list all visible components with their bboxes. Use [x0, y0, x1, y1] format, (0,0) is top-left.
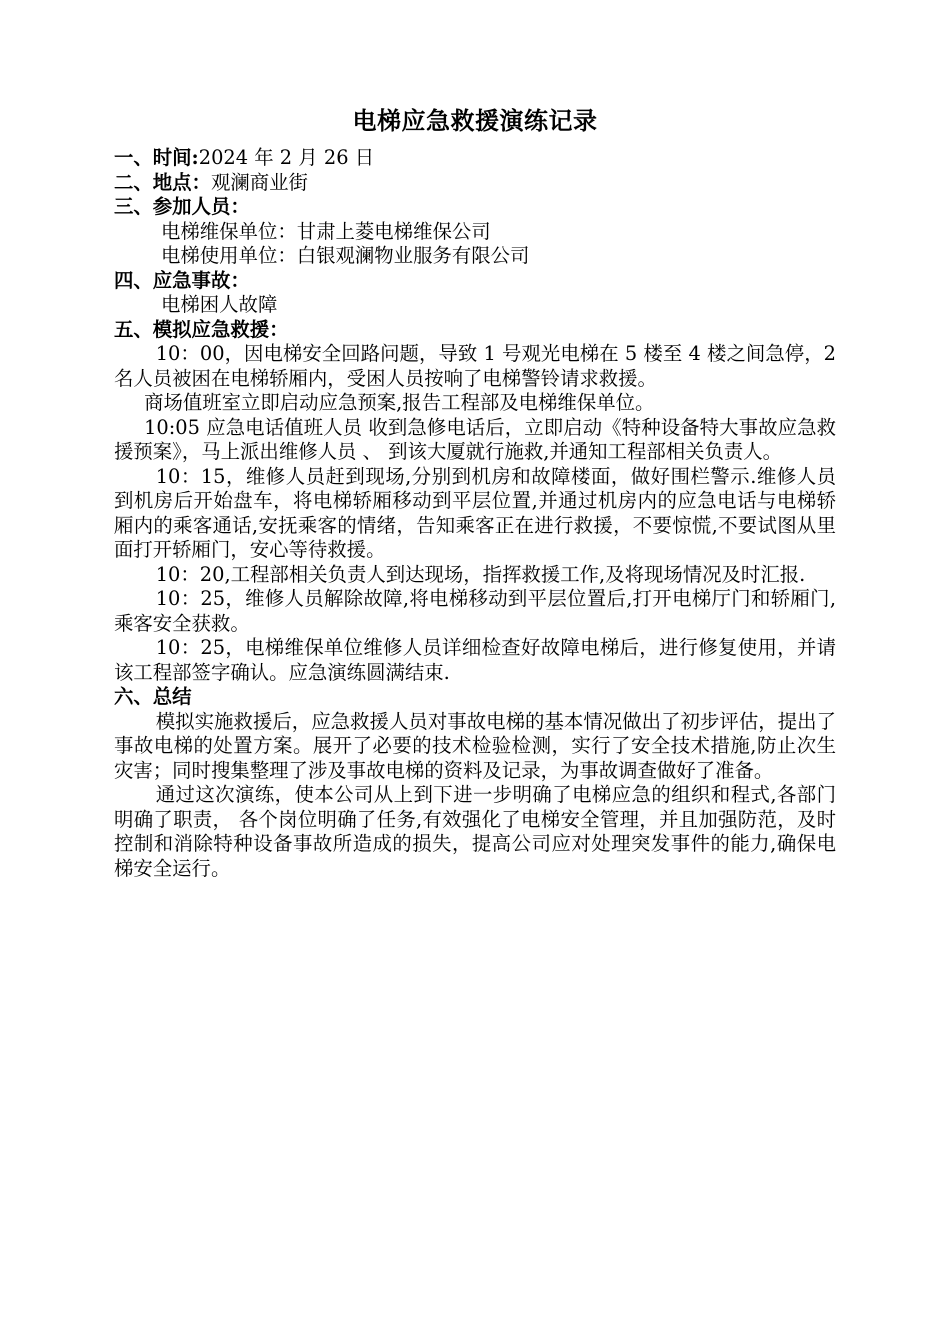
section-rescue-heading: 五、模拟应急救援： [114, 317, 289, 341]
section-location-heading: 二、地点： [114, 170, 211, 194]
rescue-paragraph-1000: 10：00，因电梯安全回路问题，导致 1 号观光电梯在 5 楼至 4 楼之间急停，2 名人员被困在电梯轿厢内，受困人员按响了电梯警铃请求救援。 [114, 342, 836, 390]
section-time-heading: 一、时间: [114, 146, 199, 169]
summary-paragraph-2: 通过这次演练，使本公司从上到下进一步明确了电梯应急的组织和程式,各部门明确了职责， 各个岗位明确了任务,有效强化了电梯安全管理，并且加强防范，及时控制和消除特种设备事故所造成的损失，提高公司应对处理突发事件的能力,确保电梯安全运行。 [114, 783, 836, 880]
section-location-value: 观澜商业街 [210, 170, 308, 194]
summary-paragraph-1: 模拟实施救援后，应急救援人员对事故电梯的基本情况做出了初步评估，提出了事故电梯的处置方案。展开了必要的技术检验检测，实行了安全技术措施,防止次生灾害；同时搜集整理了涉及事故电梯的资料及记录，为事故调查做好了准备。 [114, 709, 836, 782]
rescue-paragraph-1015: 10：15，维修人员赶到现场,分别到机房和故障楼面，做好围栏警示.维修人员到机房后开始盘车，将电梯轿厢移动到平层位置,并通过机房内的应急电话与电梯轿厢内的乘客通话,安抚乘客的情绪，告知乘客正在进行救援，不要惊慌,不要试图从里面打开轿厢门，安心等待救援。 [114, 464, 836, 561]
incident-type: 电梯困人故障 [161, 293, 278, 316]
section-location [114, 171, 836, 196]
section-time [114, 146, 836, 171]
rescue-paragraph-1005: 10:05 应急电话值班人员 收到急修电话后，立即启动《特种设备特大事故应急救援预案》，马上派出维修人员 、 到该大厦就行施救,并通知工程部相关负责人。 [114, 415, 836, 463]
participant-user-unit: 电梯使用单位：白银观澜物业服务有限公司 [161, 244, 530, 267]
document-page [114, 106, 836, 881]
rescue-paragraph-1025-repair: 10：25，电梯维保单位维修人员详细检查好故障电梯后，进行修复使用，并请该工程部签字确认。应急演练圆满结束. [114, 636, 836, 684]
document-title: 电梯应急救援演练记录 [352, 106, 598, 135]
participant-maintenance-unit: 电梯维保单位：甘肃上菱电梯维保公司 [161, 219, 491, 243]
section-time-value: 2024 年 2 月 26 日 [198, 146, 375, 169]
section-summary-heading: 六、总结 [114, 685, 192, 708]
rescue-paragraph-1025-release: 10：25，维修人员解除故障,将电梯移动到平层位置后,打开电梯厅门和轿厢门,乘客安全获救。 [114, 587, 836, 635]
section-incident-heading: 四、应急事故： [114, 268, 250, 292]
rescue-paragraph-duty-room: 商场值班室立即启动应急预案,报告工程部及电梯维保单位。 [144, 391, 655, 414]
rescue-paragraph-1020: 10：20,工程部相关负责人到达现场，指挥救援工作,及将现场情况及时汇报. [155, 562, 806, 586]
section-participants-heading: 三、参加人员： [114, 195, 250, 218]
